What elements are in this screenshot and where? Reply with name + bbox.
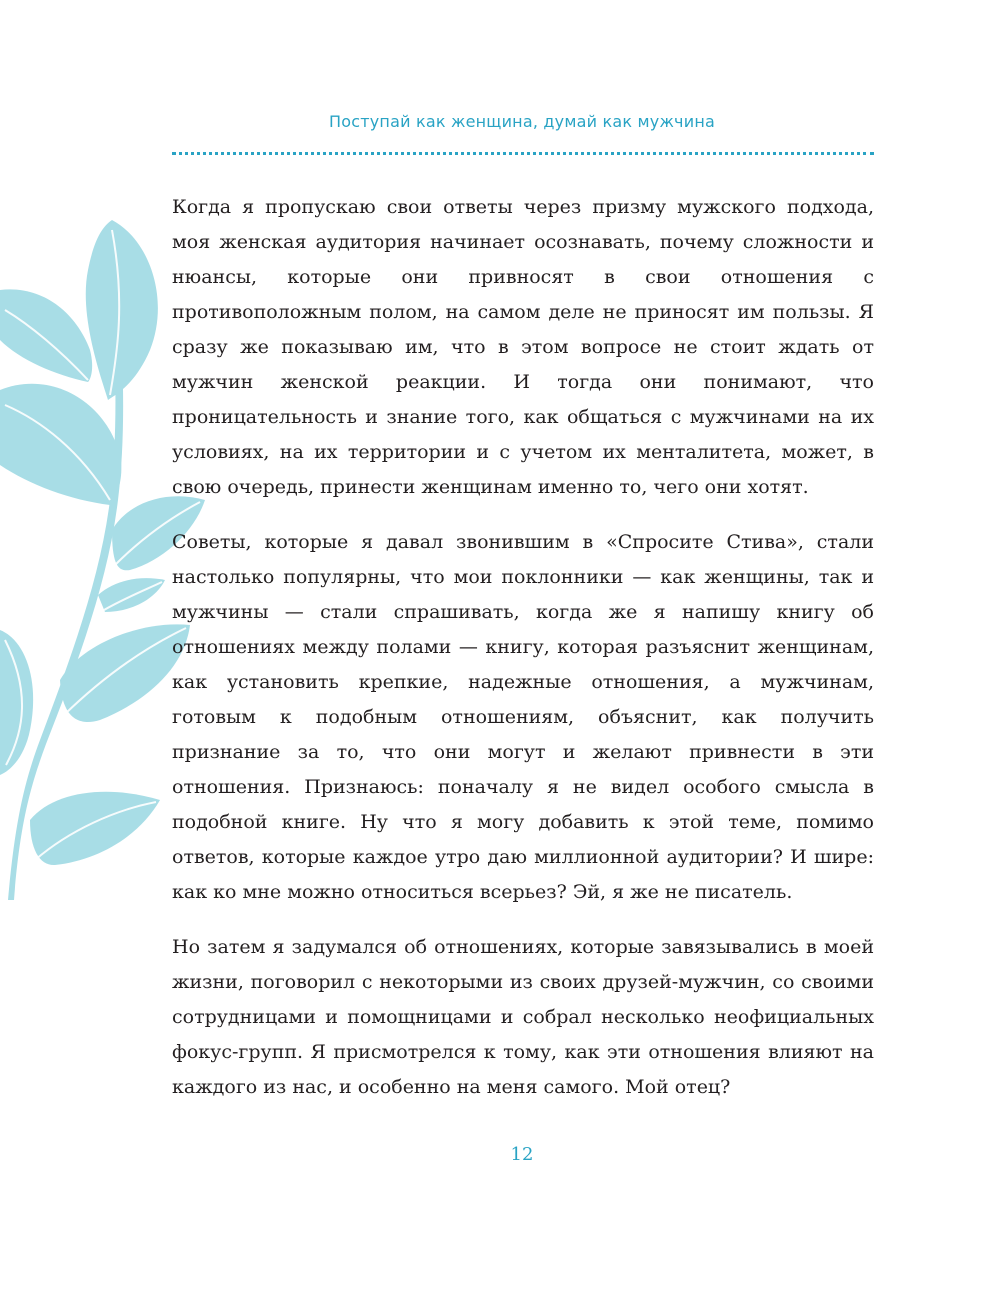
body-text xyxy=(172,190,874,1105)
header-dotted-rule xyxy=(172,152,874,155)
running-header-title: Поступай как женщина, думай как мужчина xyxy=(329,112,715,131)
paragraph: Советы, которые я давал звонившим в «Спросите Стива», стали настолько популярны, что мои поклонники — как женщины, так и мужчины — стали спрашивать, когда же я напишу книгу об отношениях между полами — книгу, которая разъяснит женщинам, как установить крепкие, надежные отношения, а мужчинам, готовым к подобным отношениям, объяснит, как получить признание за то, что они могут и желают привнести в эти отношения. Признаюсь: поначалу я не видел особого смысла в подобной книге. Ну что я могу добавить к этой теме, помимо ответов, которые каждое утро даю миллионной аудитории? И шире: как ко мне можно относиться всерьез? Эй, я же не писатель. xyxy=(172,531,874,903)
paragraph: Когда я пропускаю свои ответы через призму мужского подхода, моя женская аудитория начинает осознавать, почему сложности и нюансы, которые они привносят в свои отношения с противоположным полом, на самом деле не приносят им пользы. Я сразу же показываю им, что в этом вопросе не стоит ждать от мужчин женской реакции. И тогда они понимают, что проницательность и знание того, как общаться с мужчинами на их условиях, на их территории и с учетом их менталитета, может, в свою очередь, принести женщинам именно то, чего они хотят. xyxy=(172,196,874,498)
page-number: 12 xyxy=(510,1144,534,1165)
paragraph: Но затем я задумался об отношениях, которые завязывались в моей жизни, поговорил с некоторыми из своих друзей-мужчин, со своими сотрудницами и помощницами и собрал несколько неофициальных фокус-групп. Я присмотрелся к тому, как эти отношения влияют на каждого из нас, и особенно на меня самого. Мой отец? xyxy=(172,936,874,1098)
